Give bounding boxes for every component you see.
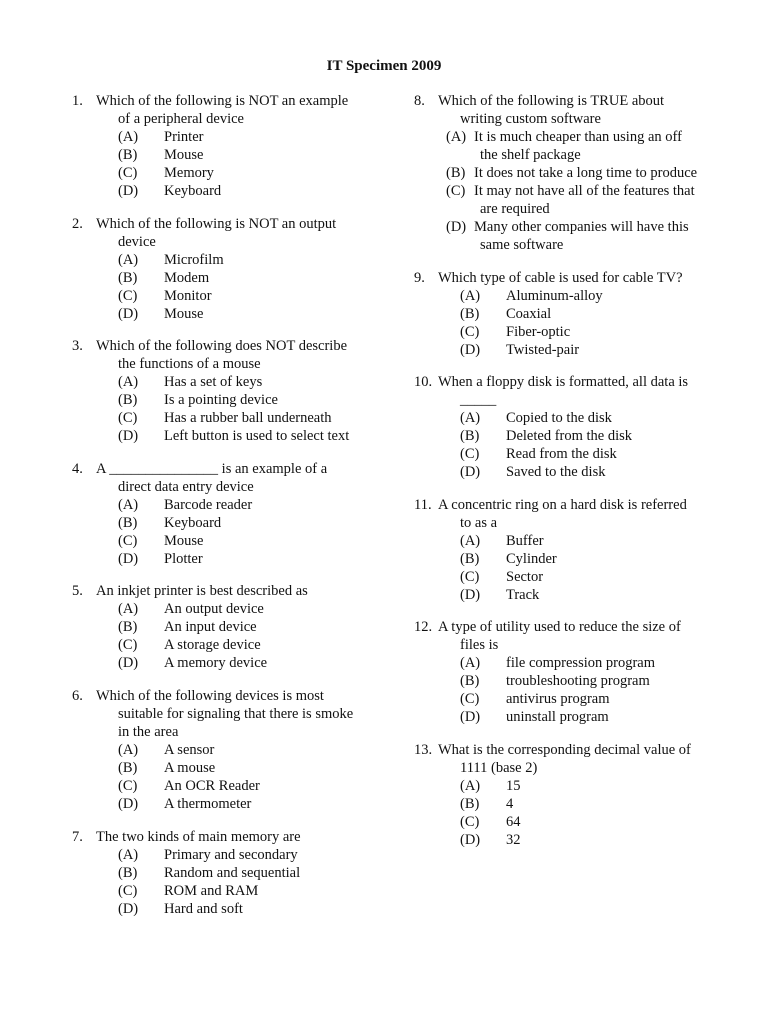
option-letter: (A) <box>118 846 139 863</box>
option-letter: (C) <box>118 637 138 654</box>
option-letter: (D) <box>446 219 467 235</box>
option-letter: (C) <box>118 777 138 794</box>
option-letter: (C) <box>118 165 138 181</box>
question-text <box>438 496 734 532</box>
option-letter: (B) <box>118 392 138 409</box>
question-number: 13. <box>414 741 433 758</box>
answer-option[interactable] <box>460 795 734 813</box>
option-letter: (D) <box>118 795 139 812</box>
option-text: A mouse <box>164 759 216 776</box>
page-title: IT Specimen 2009 <box>326 58 442 74</box>
question-text <box>438 92 734 128</box>
question-stem <box>414 269 734 287</box>
option-text: ROM and RAM <box>164 882 259 899</box>
answer-option[interactable] <box>118 846 392 864</box>
question-text-line: Which of the following devices is most <box>96 687 324 704</box>
answer-option[interactable] <box>460 427 734 445</box>
answer-option[interactable] <box>460 445 734 463</box>
option-text: Coaxial <box>506 305 552 322</box>
question-text-line: An inkjet printer is best described as <box>96 583 308 600</box>
option-text: Saved to the disk <box>506 464 606 481</box>
option-text: Buffer <box>506 532 544 549</box>
answer-option[interactable] <box>118 128 392 146</box>
option-letter: (A) <box>446 129 467 145</box>
option-text: A storage device <box>164 637 261 654</box>
question <box>414 373 734 481</box>
right-column <box>414 92 734 864</box>
option-text: Modem <box>164 269 210 286</box>
question-stem <box>414 618 734 654</box>
answer-option[interactable] <box>460 690 734 708</box>
answer-option[interactable] <box>460 813 734 831</box>
option-letter: (A) <box>118 251 139 268</box>
question <box>414 496 734 604</box>
question-number: 1. <box>72 93 83 109</box>
option-letter: (B) <box>460 428 480 445</box>
answer-options <box>118 251 392 323</box>
question-text-line: When a floppy disk is formatted, all data is <box>438 374 689 391</box>
option-text: Twisted-pair <box>506 341 580 358</box>
answer-option[interactable] <box>118 496 392 514</box>
answer-option[interactable] <box>446 218 734 254</box>
answer-option[interactable] <box>460 831 734 849</box>
question-number: 11. <box>414 496 432 513</box>
question-text <box>438 373 734 409</box>
option-letter: (B) <box>118 514 138 531</box>
answer-option[interactable] <box>118 164 392 182</box>
option-text: Is a pointing device <box>164 392 278 409</box>
answer-options <box>460 654 734 726</box>
option-text: Plotter <box>164 550 203 567</box>
question-text <box>96 92 392 128</box>
question-text <box>96 337 392 373</box>
option-text: Left button is used to select text <box>164 428 350 445</box>
question-stem <box>72 92 392 128</box>
option-letter: (C) <box>460 813 480 830</box>
option-text <box>474 182 734 218</box>
option-letter: (D) <box>118 900 139 917</box>
option-text: Hard and soft <box>164 900 243 917</box>
question-number: 2. <box>72 215 83 232</box>
option-letter: (C) <box>118 882 138 899</box>
option-letter: (D) <box>460 464 481 481</box>
question-text-line: What is the corresponding decimal value of <box>438 741 691 758</box>
answer-options <box>118 496 392 568</box>
question-text <box>96 687 392 741</box>
answer-options <box>118 373 392 445</box>
answer-option[interactable] <box>460 409 734 427</box>
question-stem <box>72 337 392 373</box>
question-text-line: in the area <box>118 723 179 740</box>
option-text: A thermometer <box>164 795 252 812</box>
option-letter: (D) <box>118 550 139 567</box>
option-text: Keyboard <box>164 183 222 199</box>
option-text-line: It does not take a long time to produce <box>474 165 698 181</box>
option-text: 32 <box>506 831 521 848</box>
option-letter: (B) <box>460 795 480 812</box>
option-letter: (B) <box>446 165 466 181</box>
option-letter: (D) <box>118 655 139 672</box>
answer-options <box>460 532 734 604</box>
question <box>414 618 734 726</box>
question-stem <box>72 687 392 741</box>
option-text: Primary and secondary <box>164 846 298 863</box>
answer-option[interactable] <box>460 463 734 481</box>
question-number: 4. <box>72 460 83 477</box>
question <box>72 337 392 445</box>
answer-option[interactable] <box>118 618 392 636</box>
option-letter: (D) <box>118 305 139 322</box>
answer-option[interactable] <box>460 672 734 690</box>
question-text-line: files is <box>460 637 499 654</box>
option-text-line: It may not have all of the features that <box>474 183 695 199</box>
option-text: Fiber-optic <box>506 323 571 340</box>
option-letter: (B) <box>118 147 138 163</box>
option-letter: (A) <box>118 741 139 758</box>
question-text-line: Which of the following is TRUE about <box>438 93 665 109</box>
option-letter: (D) <box>460 831 481 848</box>
answer-options <box>446 128 734 254</box>
answer-option[interactable] <box>460 287 734 305</box>
answer-option[interactable] <box>460 654 734 672</box>
option-text: Monitor <box>164 287 212 304</box>
question-text <box>438 618 734 654</box>
answer-option[interactable] <box>118 146 392 164</box>
question-text-line: to as a <box>460 514 498 531</box>
option-text: troubleshooting program <box>506 673 650 690</box>
answer-option[interactable] <box>118 741 392 759</box>
option-letter: (D) <box>460 709 481 726</box>
option-text: file compression program <box>506 655 655 672</box>
option-text: Track <box>506 586 540 603</box>
question-number: 9. <box>414 269 425 286</box>
answer-option[interactable] <box>118 391 392 409</box>
question-text-line: suitable for signaling that there is smoke <box>118 705 354 722</box>
option-text: Printer <box>164 129 204 145</box>
question-text-line: Which type of cable is used for cable TV? <box>438 269 683 286</box>
answer-option[interactable] <box>118 269 392 287</box>
answer-option[interactable] <box>118 864 392 882</box>
question-stem <box>414 373 734 409</box>
question <box>72 460 392 568</box>
option-text <box>474 164 734 182</box>
question-text <box>96 215 392 251</box>
option-text: An output device <box>164 601 264 618</box>
option-letter: (C) <box>118 532 138 549</box>
option-text: Cylinder <box>506 550 557 567</box>
question-text-line: _____ <box>460 392 497 409</box>
option-text-line: It is much cheaper than using an off <box>474 129 682 145</box>
question <box>72 582 392 672</box>
question <box>414 741 734 849</box>
option-letter: (A) <box>118 374 139 391</box>
option-letter: (C) <box>446 183 466 199</box>
option-letter: (B) <box>460 550 480 567</box>
question-text-line: device <box>118 233 156 250</box>
question-text-line: Which of the following does NOT describe <box>96 338 348 355</box>
option-letter: (B) <box>118 619 138 636</box>
option-letter: (C) <box>460 446 480 463</box>
question-number: 10. <box>414 374 433 391</box>
answer-option[interactable] <box>118 759 392 777</box>
option-text: Barcode reader <box>164 496 253 513</box>
option-text: Microfilm <box>164 251 224 268</box>
answer-option[interactable] <box>460 305 734 323</box>
question-number: 3. <box>72 338 83 355</box>
question-number: 12. <box>414 619 433 636</box>
answer-option[interactable] <box>460 568 734 586</box>
option-text: Has a set of keys <box>164 374 263 391</box>
question <box>414 92 734 254</box>
question-text-line: writing custom software <box>460 111 601 127</box>
option-text <box>474 128 734 164</box>
question-stem <box>414 92 734 128</box>
option-letter: (B) <box>118 269 138 286</box>
question-stem <box>72 582 392 600</box>
option-letter: (B) <box>118 864 138 881</box>
option-text: An input device <box>164 619 257 636</box>
answer-option[interactable] <box>460 341 734 359</box>
answer-option[interactable] <box>446 128 734 164</box>
option-text: Copied to the disk <box>506 410 612 427</box>
answer-option[interactable] <box>118 777 392 795</box>
option-letter: (D) <box>118 428 139 445</box>
question-text-line: direct data entry device <box>118 478 254 495</box>
answer-option[interactable] <box>118 287 392 305</box>
option-text: A memory device <box>164 655 268 672</box>
option-text: 64 <box>506 813 521 830</box>
option-letter: (B) <box>460 673 480 690</box>
answer-option[interactable] <box>460 323 734 341</box>
answer-option[interactable] <box>460 777 734 795</box>
answer-options <box>460 409 734 481</box>
answer-option[interactable] <box>118 514 392 532</box>
option-letter: (D) <box>118 183 139 199</box>
answer-option[interactable] <box>118 373 392 391</box>
option-text: 4 <box>506 795 514 812</box>
answer-options <box>118 600 392 672</box>
option-letter: (A) <box>118 601 139 618</box>
answer-option[interactable] <box>118 409 392 427</box>
option-text: Keyboard <box>164 514 222 531</box>
question-text <box>438 269 734 287</box>
question-text <box>438 741 734 777</box>
option-text: Random and sequential <box>164 864 301 881</box>
option-letter: (C) <box>460 691 480 708</box>
question-number: 7. <box>72 828 83 845</box>
option-text-line: Many other companies will have this <box>474 219 689 235</box>
question-text <box>96 582 392 600</box>
option-text-line: the shelf package <box>480 147 581 163</box>
answer-option[interactable] <box>118 532 392 550</box>
answer-option[interactable] <box>118 654 392 672</box>
answer-option[interactable] <box>460 532 734 550</box>
option-letter: (A) <box>460 532 481 549</box>
option-text: Memory <box>164 165 214 181</box>
option-letter: (B) <box>118 759 138 776</box>
option-text: Mouse <box>164 305 204 322</box>
question-text-line: of a peripheral device <box>118 111 244 127</box>
option-text: An OCR Reader <box>164 777 260 794</box>
option-letter: (D) <box>460 341 481 358</box>
option-letter: (A) <box>460 655 481 672</box>
question-stem <box>72 828 392 846</box>
answer-option[interactable] <box>118 795 392 813</box>
question <box>72 687 392 813</box>
answer-option[interactable] <box>446 164 734 182</box>
answer-option[interactable] <box>118 550 392 568</box>
option-text <box>474 218 734 254</box>
question-text-line: The two kinds of main memory are <box>96 828 301 845</box>
answer-options <box>118 741 392 813</box>
question-number: 8. <box>414 93 425 109</box>
option-text: 15 <box>506 777 521 794</box>
answer-option[interactable] <box>118 182 392 200</box>
question-text <box>96 828 392 846</box>
option-text: Read from the disk <box>506 446 617 463</box>
option-text: Mouse <box>164 147 204 163</box>
option-letter: (A) <box>460 777 481 794</box>
option-letter: (A) <box>460 287 481 304</box>
option-letter: (C) <box>460 568 480 585</box>
answer-option[interactable] <box>118 882 392 900</box>
answer-option[interactable] <box>460 550 734 568</box>
option-text: Deleted from the disk <box>506 428 633 445</box>
question <box>72 215 392 323</box>
answer-options <box>460 777 734 849</box>
question-stem <box>414 496 734 532</box>
option-letter: (C) <box>118 410 138 427</box>
answer-option[interactable] <box>118 900 392 918</box>
option-text: Sector <box>506 568 544 585</box>
option-text: Mouse <box>164 532 204 549</box>
answer-options <box>118 128 392 200</box>
question-text-line: A type of utility used to reduce the size of <box>438 619 681 636</box>
question-number: 5. <box>72 583 83 600</box>
option-text: A sensor <box>164 741 215 758</box>
option-letter: (A) <box>118 496 139 513</box>
option-text: Aluminum-alloy <box>506 287 603 304</box>
answer-option[interactable] <box>460 586 734 604</box>
question <box>72 828 392 918</box>
question-number: 6. <box>72 687 83 704</box>
question-text-line: 1111 (base 2) <box>460 759 538 776</box>
answer-option[interactable] <box>118 600 392 618</box>
answer-option[interactable] <box>118 251 392 269</box>
question-text-line: A _______________ is an example of a <box>96 460 328 477</box>
question-stem <box>414 741 734 777</box>
option-text: antivirus program <box>506 691 610 708</box>
answer-option[interactable] <box>118 427 392 445</box>
option-letter: (C) <box>460 323 480 340</box>
question-stem <box>72 460 392 496</box>
option-letter: (C) <box>118 287 138 304</box>
answer-options <box>118 846 392 918</box>
left-column <box>72 92 392 932</box>
option-text-line: are required <box>480 201 550 217</box>
option-letter: (A) <box>118 129 139 145</box>
answer-option[interactable] <box>460 708 734 726</box>
question <box>72 92 392 200</box>
answer-option[interactable] <box>118 305 392 323</box>
question-text-line: the functions of a mouse <box>118 356 261 373</box>
option-text-line: same software <box>480 237 564 253</box>
question-text <box>96 460 392 496</box>
answer-option[interactable] <box>118 636 392 654</box>
question-text-line: Which of the following is NOT an example <box>96 93 349 109</box>
option-letter: (B) <box>460 305 480 322</box>
option-letter: (A) <box>460 410 481 427</box>
option-text: uninstall program <box>506 709 609 726</box>
question-text-line: Which of the following is NOT an output <box>96 215 337 232</box>
question <box>414 269 734 359</box>
question-stem <box>72 215 392 251</box>
option-letter: (D) <box>460 586 481 603</box>
answer-options <box>460 287 734 359</box>
answer-option[interactable] <box>446 182 734 218</box>
option-text: Has a rubber ball underneath <box>164 410 332 427</box>
question-text-line: A concentric ring on a hard disk is referred <box>438 496 687 513</box>
